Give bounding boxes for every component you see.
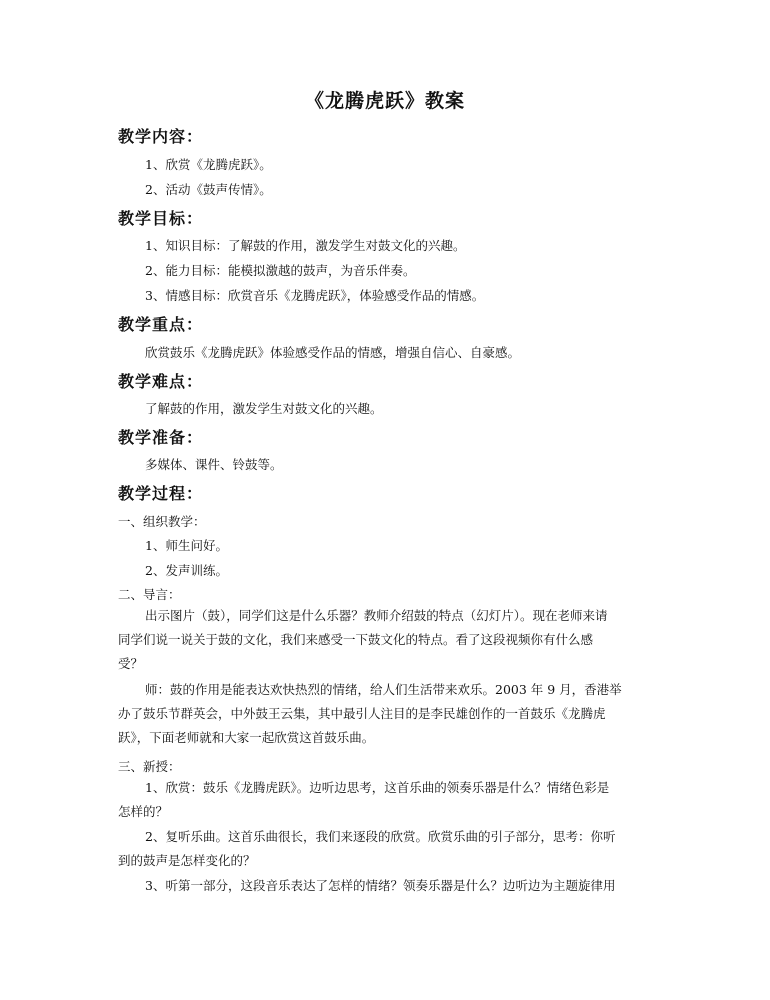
heading-difficulties: 教学难点： — [118, 372, 204, 391]
paragraph-line: 受？ — [118, 656, 144, 671]
heading-goals: 教学目标： — [118, 209, 204, 228]
heading-preparation: 教学准备： — [118, 428, 204, 447]
section-1-item-2: 2、发声训练。 — [145, 563, 228, 578]
paragraph-line: 3、听第一部分，这段音乐表达了怎样的情绪？领奏乐器是什么？边听边为主题旋律用 — [145, 878, 616, 893]
heading-key-points: 教学重点： — [118, 315, 204, 334]
paragraph-line: 师：鼓的作用是能表达欢快热烈的情绪，给人们生活带来欢乐。2003 年 9 月，香港举 — [145, 682, 622, 697]
goal-item-1: 1、知识目标：了解鼓的作用，激发学生对鼓文化的兴趣。 — [145, 238, 466, 253]
paragraph-line: 跃》，下面老师就和大家一起欣赏这首鼓乐曲。 — [118, 730, 375, 745]
content-item-2: 2、活动《鼓声传情》。 — [145, 182, 272, 197]
goal-item-2: 2、能力目标：能模拟激越的鼓声，为音乐伴奏。 — [145, 263, 416, 278]
section-2-paragraph-2 — [118, 678, 663, 750]
section-1-item-1: 1、师生问好。 — [145, 538, 228, 553]
section-3-paragraph-1 — [118, 776, 663, 824]
paragraph-line: 同学们说一说关于鼓的文化，我们来感受一下鼓文化的特点。看了这段视频你有什么感 — [118, 632, 594, 647]
heading-process: 教学过程： — [118, 484, 204, 503]
section-3-title: 三、新授： — [118, 759, 181, 774]
document-title: 《龙腾虎跃》教案 — [304, 90, 465, 112]
difficulties-text: 了解鼓的作用，激发学生对鼓文化的兴趣。 — [145, 401, 383, 416]
section-2-title: 二、导言： — [118, 587, 181, 602]
preparation-text: 多媒体、课件、铃鼓等。 — [145, 457, 283, 472]
paragraph-line: 办了鼓乐节群英会，中外鼓王云集，其中最引人注目的是李民雄创作的一首鼓乐《龙腾虎 — [118, 706, 606, 721]
paragraph-line: 2、复听乐曲。这首乐曲很长，我们来逐段的欣赏。欣赏乐曲的引子部分，思考：你听 — [145, 829, 616, 844]
section-2-paragraph-1 — [118, 604, 663, 676]
key-points-text: 欣赏鼓乐《龙腾虎跃》体验感受作品的情感，增强自信心、自豪感。 — [145, 345, 521, 360]
section-3-paragraph-2 — [118, 825, 663, 873]
paragraph-line: 怎样的？ — [118, 804, 169, 819]
section-1-title: 一、组织教学： — [118, 514, 206, 529]
content-item-1: 1、欣赏《龙腾虎跃》。 — [145, 157, 272, 172]
heading-content: 教学内容： — [118, 127, 204, 146]
goal-item-3: 3、情感目标：欣赏音乐《龙腾虎跃》，体验感受作品的情感。 — [145, 288, 485, 303]
paragraph-line: 到的鼓声是怎样变化的？ — [118, 853, 256, 868]
paragraph-line: 出示图片（鼓），同学们这是什么乐器？教师介绍鼓的特点（幻灯片）。现在老师来请 — [145, 608, 608, 623]
paragraph-line: 1、欣赏：鼓乐《龙腾虎跃》。边听边思考，这首乐曲的领奏乐器是什么？情绪色彩是 — [145, 780, 610, 795]
section-3-paragraph-3 — [118, 874, 663, 898]
